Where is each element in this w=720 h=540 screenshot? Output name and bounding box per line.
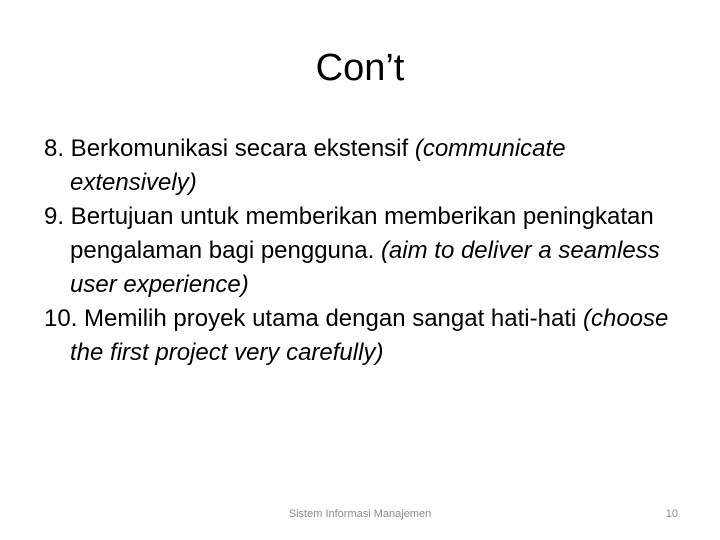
list-item-8-english: (communicate extensively)	[70, 135, 566, 196]
list-item-9-english: (aim to deliver a seamless user experience)	[70, 237, 660, 298]
list-item-10	[44, 302, 684, 370]
list-item-9	[44, 200, 684, 302]
footer-page-number: 10	[665, 508, 678, 520]
slide-content	[44, 132, 684, 370]
list-item-10-english: (choose the first project very carefully)	[70, 305, 669, 366]
slide-title: Con’t	[315, 47, 405, 89]
list-item-8-text: 8. Berkomunikasi secara ekstensif	[44, 135, 415, 162]
list-item-8	[44, 132, 684, 200]
list-item-9-text: 9. Bertujuan untuk memberikan memberikan peningkatan pengalaman bagi pengguna.	[44, 203, 654, 264]
list-item-10-text: 10. Memilih proyek utama dengan sangat hati-hati	[44, 305, 583, 332]
footer-course-name: Sistem Informasi Manajemen	[288, 508, 432, 520]
